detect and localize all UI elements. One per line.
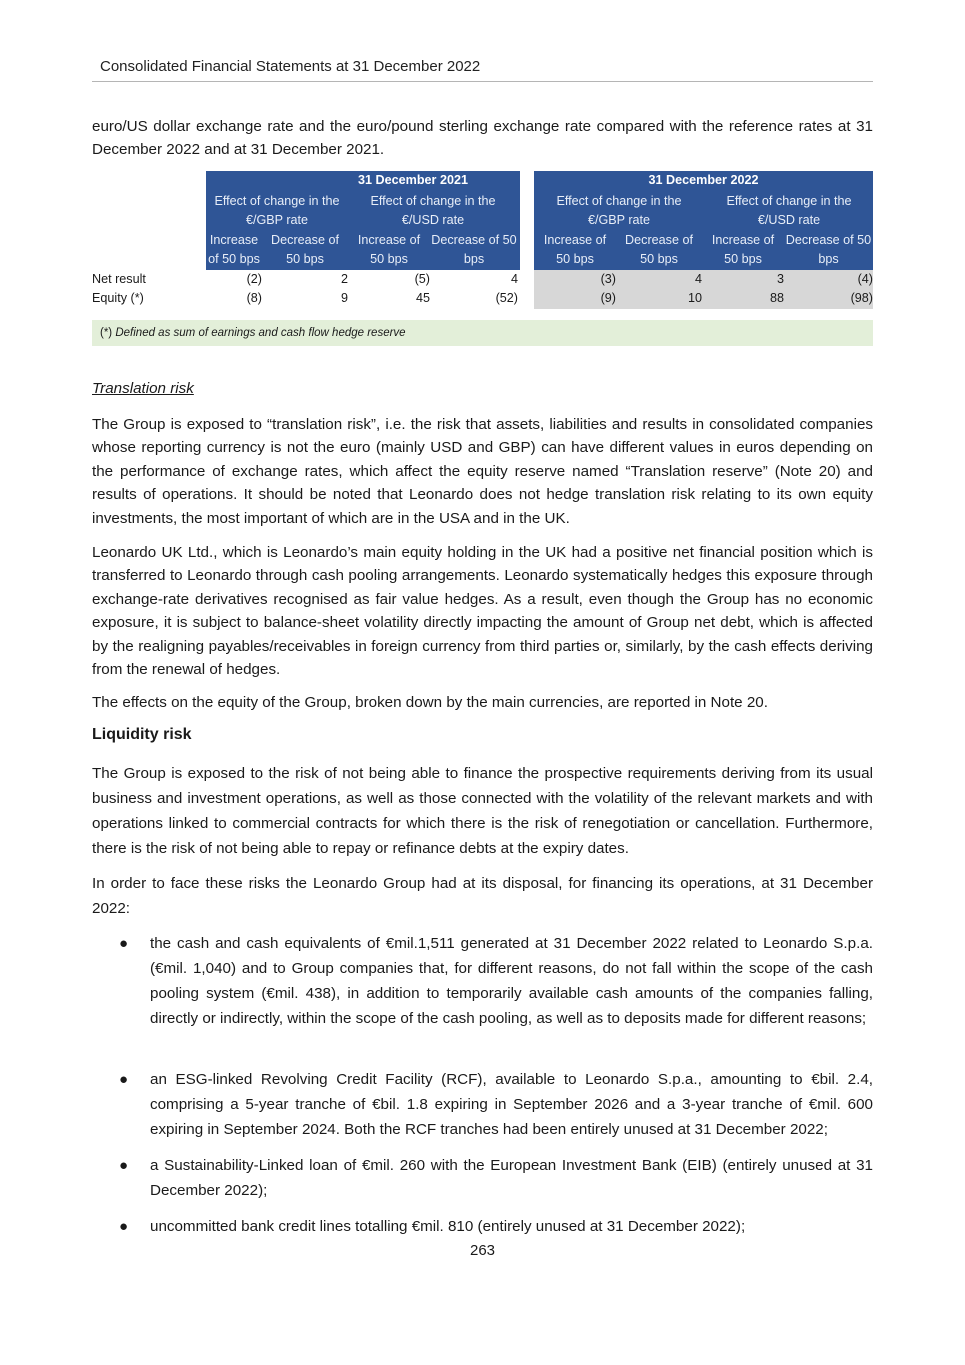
list-item bbox=[119, 1153, 873, 1203]
table-cell: (8) bbox=[246, 291, 262, 305]
page-header: Consolidated Financial Statements at 31 December 2022 bbox=[100, 58, 481, 75]
table-cell: 45 bbox=[415, 291, 430, 305]
table-row bbox=[92, 270, 873, 289]
row-label: Equity (*) bbox=[92, 291, 144, 305]
table-cell: (4) bbox=[857, 272, 873, 286]
list-item-text: an ESG-linked Revolving Credit Facility (RCF), available to Leonardo S.p.a., amounting to €bil. 2.4, comprising a 5-year tranche of €bil. 1.8 expiring in September 2026 and a 3-year tranche of €mil. 600 expiring in September 2024. Both the RCF tranches had been entirely unused at 31 December 2022; bbox=[150, 1071, 873, 1138]
list-item bbox=[119, 1214, 873, 1239]
translation-paragraph-2: Leonardo UK Ltd., which is Leonardo’s main equity holding in the UK had a positive net financial position which is transferred to Leonardo through cash pooling arrangements. Leonardo systematically hedges this exposure through exchange-rate derivatives recognised as fair value hedges. As a result, even though the Group has no economic exposure, it is subject to balance-sheet volatility directly impacting the amount of Group net debt, which is affected by the realigning payables/receivables in foreign currency from third parties or, similarly, by the cash effects deriving from the renewal of hedges. bbox=[92, 544, 873, 679]
col-header-2021-1: Increase of 50 bps bbox=[208, 233, 260, 266]
group-header-2022-usd: Effect of change in the €/USD rate bbox=[726, 194, 852, 227]
year-header-2022: 31 December 2022 bbox=[648, 173, 759, 187]
list-item bbox=[119, 1067, 873, 1142]
table-cell: 9 bbox=[340, 291, 348, 305]
header-divider bbox=[92, 81, 873, 82]
col-header-2022-4: Decrease of 50 bps bbox=[785, 233, 872, 266]
footnote-text: Defined as sum of earnings and cash flow hedge reserve bbox=[115, 327, 406, 339]
list-item bbox=[119, 931, 873, 1031]
liquidity-paragraph-2: In order to face these risks the Leonardo Group had at its disposal, for financing its operations, at 31 December 2022: bbox=[92, 875, 873, 917]
liquidity-risk-heading: Liquidity risk bbox=[92, 726, 192, 743]
group-header-2021-gbp: Effect of change in the €/GBP rate bbox=[214, 194, 340, 227]
translation-paragraph-3: The effects on the equity of the Group, broken down by the main currencies, are reported in Note 20. bbox=[92, 694, 768, 711]
col-header-2021-2: Decrease of 50 bps bbox=[271, 233, 339, 266]
table-cell: 3 bbox=[776, 272, 784, 286]
table-cell: (98) bbox=[850, 291, 873, 305]
bullet-icon: ● bbox=[119, 1157, 129, 1174]
col-header-2022-3: Increase of 50 bps bbox=[711, 233, 775, 266]
list-item-text: a Sustainability-Linked loan of €mil. 260 with the European Investment Bank (EIB) (entirely unused at 31 December 2022); bbox=[150, 1157, 873, 1199]
col-header-2021-3: Increase of 50 bps bbox=[357, 233, 421, 266]
table-cell: 2 bbox=[340, 272, 348, 286]
table-cell: (9) bbox=[600, 291, 616, 305]
list-item-text: uncommitted bank credit lines totalling €mil. 810 (entirely unused at 31 December 2022); bbox=[150, 1218, 746, 1235]
bullet-icon: ● bbox=[119, 1071, 129, 1088]
intro-paragraph: euro/US dollar exchange rate and the euro/pound sterling exchange rate compared with the reference rates at 31 December 2022 and at 31 December 2021. bbox=[92, 118, 873, 159]
table-cell: 88 bbox=[769, 291, 784, 305]
footnote-marker: (*) bbox=[100, 327, 113, 339]
table-cell: 4 bbox=[694, 272, 702, 286]
table-cell: 10 bbox=[687, 291, 702, 305]
group-header-2021-usd: Effect of change in the €/USD rate bbox=[370, 194, 496, 227]
table-cell: (52) bbox=[495, 291, 518, 305]
year-header-2021: 31 December 2021 bbox=[358, 173, 468, 187]
col-header-2021-4: Decrease of 50 bps bbox=[431, 233, 517, 266]
list-item-text: the cash and cash equivalents of €mil.1,511 generated at 31 December 2022 related to Leonardo S.p.a. (€mil. 1,040) and to Group companies that, for different reasons, do not fall within the scope of the cash pooling system (€mil. 438), in addition to temporarily available cash amounts of the companies falling, directly or indirectly, within the scope of the cash pooling, as well as to deposits made for different reasons; bbox=[150, 935, 873, 1027]
table-cell: (2) bbox=[246, 272, 262, 286]
table-cell: (3) bbox=[600, 272, 616, 286]
table-row bbox=[92, 289, 873, 308]
table-footnote bbox=[92, 320, 873, 346]
table-cell: (5) bbox=[414, 272, 430, 286]
col-header-2022-1: Increase of 50 bps bbox=[543, 233, 607, 266]
col-header-2022-2: Decrease of 50 bps bbox=[625, 233, 693, 266]
bullet-icon: ● bbox=[119, 1218, 129, 1235]
bullet-icon: ● bbox=[119, 935, 129, 952]
translation-paragraph-1: The Group is exposed to “translation risk”, i.e. the risk that assets, liabilities and results in consolidated companies whose reporting currency is not the euro (mainly USD and GBP) can have different values in euros depending on the performance of exchange rates, which affect the equity reserve named “Translation reserve” (Note 20) and results of operations. It should be noted that Leonardo does not hedge translation risk relating to its own equity investments, the most important of which are in the USA and in the UK. bbox=[92, 416, 873, 527]
group-header-2022-gbp: Effect of change in the €/GBP rate bbox=[556, 194, 682, 227]
table-cell: 4 bbox=[510, 272, 518, 286]
row-label: Net result bbox=[92, 272, 146, 286]
translation-risk-heading: Translation risk bbox=[92, 380, 194, 397]
liquidity-paragraph-1: The Group is exposed to the risk of not being able to finance the prospective requirements deriving from its usual business and investment operations, as well as those connected with the volatility of the relevant markets and with operations linked to commercial contracts for which there is the risk of renegotiation or cancellation. Furthermore, there is the risk of not being able to repay or refinance debts at the expiry dates. bbox=[92, 765, 873, 857]
page-number: 263 bbox=[469, 1242, 496, 1259]
